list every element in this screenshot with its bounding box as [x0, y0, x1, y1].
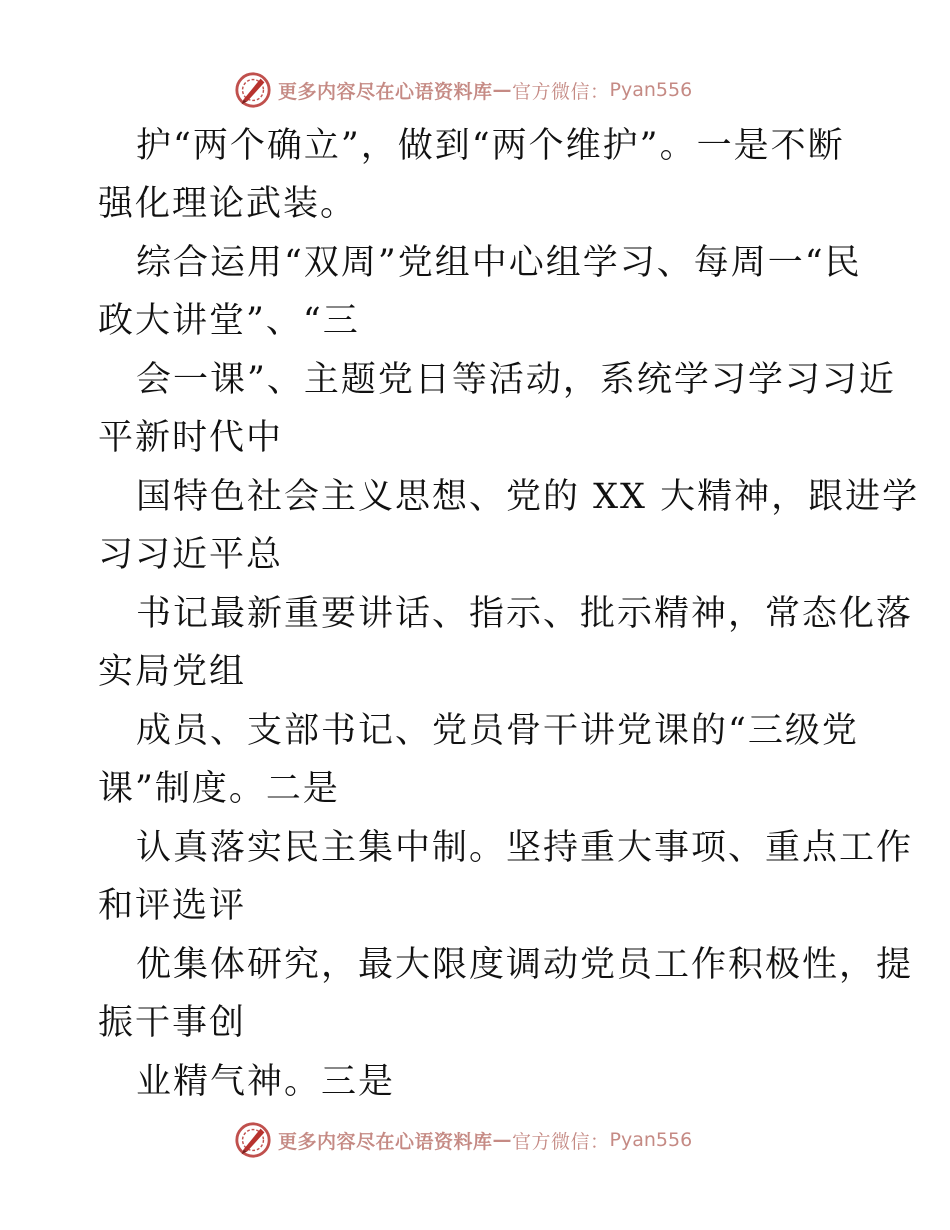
watermark-wechat-id: Pyan556: [609, 79, 693, 101]
watermark-wechat-id: Pyan556: [609, 1129, 693, 1151]
watermark-banner-bottom: [234, 1120, 714, 1160]
watermark-separator: —: [492, 1129, 513, 1151]
text-line: 会一课”、主题党日等活动，系统学习学习习近: [136, 360, 896, 400]
text-line: 国特色社会主义思想、党的 XX 大精神，跟进学: [136, 477, 920, 517]
text-line: 和评选评: [98, 886, 247, 926]
text-line: 业精气神。三是: [136, 1062, 396, 1102]
text-line: 综合运用“双周”党组中心组学习、每周一“民: [136, 243, 862, 283]
text-line: 认真落实民主集中制。坚持重大事项、重点工作: [136, 828, 914, 868]
text-line: 平新时代中: [98, 418, 284, 458]
pen-logo-icon: [234, 1121, 272, 1159]
text-line: 振干事创: [98, 1003, 247, 1043]
text-line: 实局党组: [98, 652, 247, 692]
text-line: 成员、支部书记、党员骨干讲党课的“三级党: [136, 711, 859, 751]
text-line: 课”制度。二是: [98, 769, 340, 809]
watermark-site-text: 更多内容尽在心语资料库: [278, 1130, 493, 1153]
text-line: 强化理论武装。: [98, 184, 358, 224]
watermark-site-text: 更多内容尽在心语资料库: [278, 80, 493, 103]
watermark-wechat-label: 官方微信：: [512, 80, 610, 103]
watermark-separator: —: [492, 79, 513, 101]
text-line: 书记最新重要讲话、指示、批示精神，常态化落: [136, 594, 914, 634]
text-line: 政大讲堂”、“三: [98, 301, 360, 341]
watermark-banner-top: [234, 70, 714, 110]
text-line: 护“两个确立”，做到“两个维护”。一是不断: [136, 126, 845, 166]
text-line: 习习近平总: [98, 535, 284, 575]
watermark-wechat-label: 官方微信：: [512, 1130, 610, 1153]
pen-logo-icon: [234, 71, 272, 109]
text-line: 优集体研究，最大限度调动党员工作积极性，提: [136, 945, 914, 985]
